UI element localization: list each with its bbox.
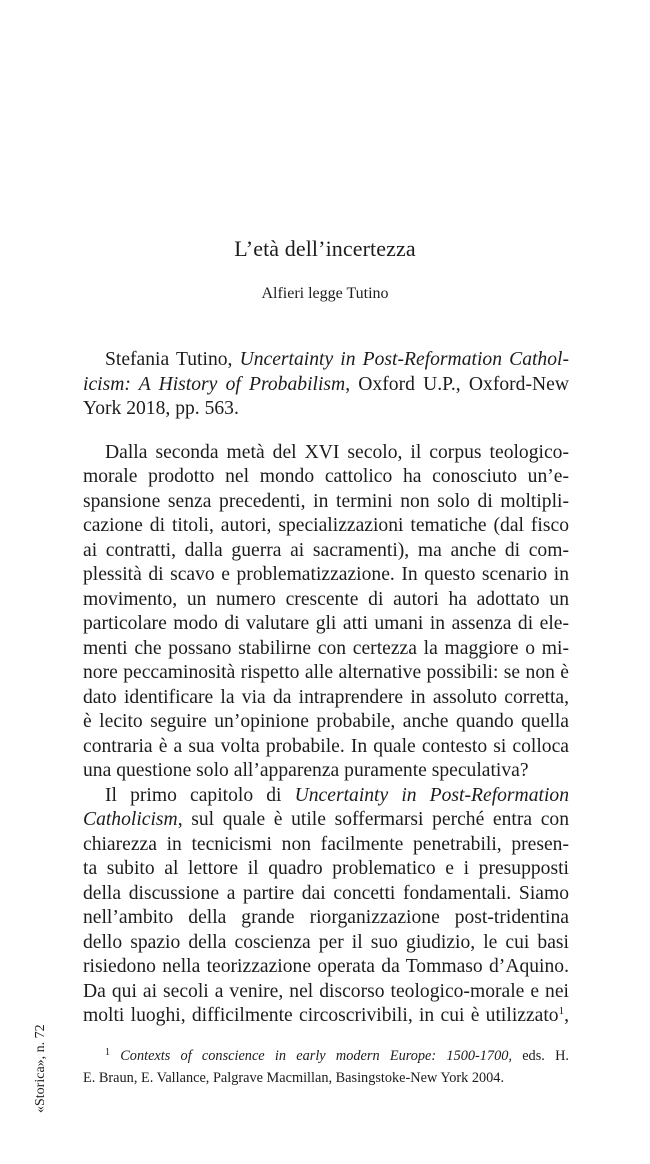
reference-line: York 2018, pp. 563. — [83, 398, 239, 419]
article-title: L’età dell’incertezza — [234, 236, 416, 261]
footnote-number: 1 — [105, 1047, 110, 1058]
paragraph-line: una questione solo all’apparenza puramente speculativa? — [83, 760, 529, 781]
paragraph-line: molti luoghi, difficilmente circoscrivibili, in cui è utilizzato$^1$, — [83, 1005, 569, 1026]
footnote-ref[interactable]: 1 — [558, 1005, 565, 1017]
paragraph-line: contraria è a sua volta probabile. In quale contesto si colloca — [83, 735, 569, 757]
journal-issue-label: «Storica», n. 72 — [33, 1024, 48, 1113]
paragraph-line: movimento, un numero crescente di autori ha adottato un — [83, 588, 569, 610]
paragraph-line: morale prodotto nel mondo cattolico ha conosciuto un’e- — [83, 466, 569, 487]
paragraph-line: dato identificare la via da intraprendere in assoluto corretta, — [83, 686, 569, 708]
paragraph-line: Dalla seconda metà del XVI secolo, il corpus teologico- — [105, 441, 569, 463]
footnote — [83, 1046, 569, 1089]
article-body — [83, 348, 569, 1029]
article-subtitle: Alfieri legge Tutino — [261, 285, 389, 302]
paragraph-line: nore peccaminosità rispetto alle alternative possibili: se non è — [83, 662, 569, 683]
paragraph-line: ta subito al lettore il quadro problematico e i presupposti — [83, 858, 569, 879]
reference-line: icism: A History of Probabilism, Oxford U.P., Oxford-New — [83, 373, 569, 395]
paragraph-line: nell’ambito della grande riorganizzazione post-tridentina — [83, 907, 569, 928]
paragraph-line: menti che possano stabilirne con certezza la maggiore o mi- — [83, 637, 569, 659]
reference-line: Stefania Tutino, Uncertainty in Post-Reformation Cathol- — [105, 349, 569, 370]
paragraph-line: risiedono nella teorizzazione operata da Tommaso d’Aquino. — [83, 956, 569, 977]
paragraph-line: Il primo capitolo di Uncertainty in Post-Reformation — [105, 784, 569, 806]
paragraph-line: dello spazio della coscienza per il suo giudizio, le cui basi — [83, 931, 569, 953]
paragraph-line: è lecito seguire un’opinione probabile, anche quando quella — [83, 711, 569, 732]
paragraph-line: plessità di scavo e problematizzazione. In questo scenario in — [83, 564, 569, 585]
paragraph-line: della discussione a partire dai concetti fondamentali. Siamo — [83, 882, 569, 904]
footnote-line: E. Braun, E. Vallance, Palgrave Macmillan, Basingstoke-New York 2004. — [83, 1069, 505, 1086]
paragraph-line: chiarezza in tecnicismi non facilmente penetrabili, presen- — [83, 833, 569, 855]
paragraph-line: spansione senza precedenti, in termini non solo di moltipli- — [83, 490, 569, 512]
paragraph-line: ai contratti, dalla guerra ai sacramenti), ma anche di com- — [83, 539, 569, 561]
paragraph-line: cazione di titoli, autori, specializzazioni tematiche (dal fisco — [83, 515, 569, 536]
paragraph-line: Da qui ai secoli a venire, nel discorso teologico-morale e nei — [83, 980, 569, 1002]
paragraph-line: particolare modo di valutare gli atti umani in assenza di ele- — [83, 613, 569, 634]
footnote-line: $^1$ Contexts of conscience in early modern Europe: 1500-1700, eds. H. — [105, 1047, 569, 1064]
paragraph-line: Catholicism, sul quale è utile soffermarsi perché entra con — [83, 809, 569, 830]
